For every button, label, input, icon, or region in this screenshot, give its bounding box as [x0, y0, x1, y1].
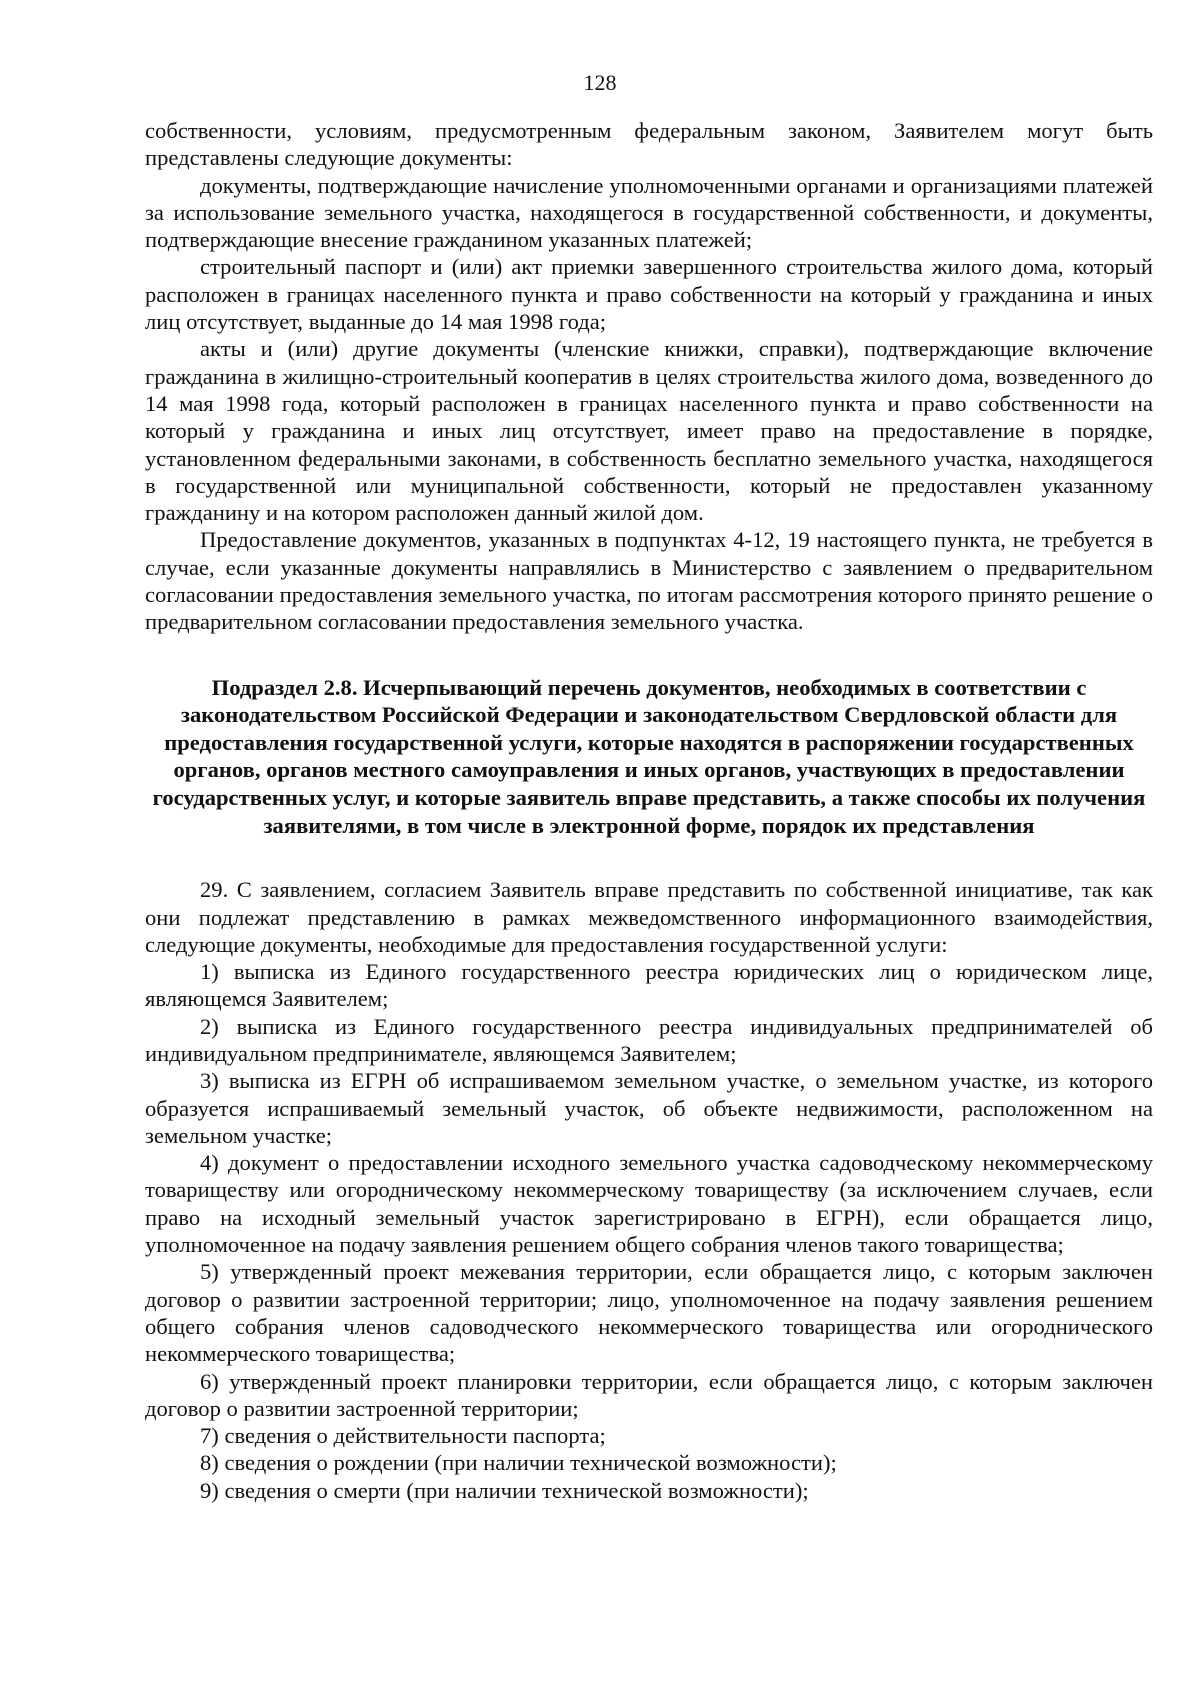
paragraph: собственности, условиям, предусмотренным федеральным законом, Заявителем могут быть представлены следующие документы:: [145, 118, 1153, 171]
paragraph: документы, подтверждающие начисление уполномоченными органами и организациями платежей за использование земельного участка, находящегося в государственной собственности, и документы, подтверждающие внесение гражданином указанных платежей;: [145, 172, 1153, 253]
document-body: [145, 117, 1153, 1504]
list-item: 4) документ о предоставлении исходного земельного участка садоводческому некоммерческому товариществу или огородническому некоммерческому товариществу (за исключением случаев, если право на исходный земельный участок зарегистрировано в ЕГРН), если обращается лицо, уполномоченное на подачу заявления решением общего собрания членов такого товарищества;: [145, 1150, 1153, 1258]
paragraph: строительный паспорт и (или) акт приемки завершенного строительства жилого дома, который расположен в границах населенного пункта и право собственности на который у гражданина и иных лиц отсутствует, выданные до 14 мая 1998 года;: [145, 254, 1153, 335]
list-item: 2) выписка из Единого государственного реестра индивидуальных предпринимателей об индивидуальном предпринимателе, являющемся Заявителем;: [145, 1013, 1153, 1066]
list-item: 1) выписка из Единого государственного реестра юридических лиц о юридическом лице, являющемся Заявителем;: [145, 959, 1153, 1012]
paragraph: акты и (или) другие документы (членские книжки, справки), подтверждающие включение гражданина в жилищно-строительный кооператив в целях строительства жилого дома, возведенного до 14 мая 1998 года, который расположен в границах населенного пункта и право собственности на который у гражданина и иных лиц отсутствует, имеет право на предоставление в порядке, установленном федеральными законами, в собственность бесплатно земельного участка, находящегося в государственной или муниципальной собственности, который не предоставлен указанному гражданину и на котором расположен данный жилой дом.: [145, 336, 1153, 526]
list-item: 7) сведения о действительности паспорта;: [200, 1423, 606, 1449]
list-item: 5) утвержденный проект межевания территории, если обращается лицо, с которым заключен договор о развитии застроенной территории; лицо, уполномоченное на подачу заявления решением общего собрания членов садоводческого некоммерческого товарищества или огороднического некоммерческого товарищества;: [145, 1259, 1153, 1367]
list-item: 8) сведения о рождении (при наличии технической возможности);: [200, 1450, 837, 1476]
paragraph: Предоставление документов, указанных в подпунктах 4-12, 19 настоящего пункта, не требуется в случае, если указанные документы направлялись в Министерство с заявлением о предварительном согласовании предоставления земельного участка, по итогам рассмотрения которого принято решение о предварительном согласовании предоставления земельного участка.: [145, 527, 1153, 635]
page-number: 128: [583, 70, 617, 95]
section-heading: Подраздел 2.8. Исчерпывающий перечень документов, необходимых в соответствии с законодательством Российской Федерации и законодательством Свердловской области для предоставления государственной услуги, которые находятся в распоряжении государственных органов, органов местного самоуправления и иных органов, участвующих в предоставлении государственных услуг, и которые заявитель вправе представить, а также способы их получения заявителями, в том числе в электронной форме, порядок их представления: [152, 674, 1146, 838]
paragraph: 29. С заявлением, согласием Заявитель вправе представить по собственной инициативе, так как они подлежат представлению в рамках межведомственного информационного взаимодействия, следующие документы, необходимые для предоставления государственной услуги:: [145, 877, 1153, 957]
list-item: 9) сведения о смерти (при наличии технической возможности);: [200, 1477, 809, 1503]
list-item: 6) утвержденный проект планировки территории, если обращается лицо, с которым заключен договор о развитии застроенной территории;: [145, 1368, 1153, 1421]
list-item: 3) выписка из ЕГРН об испрашиваемом земельном участке, о земельном участке, из которого образуется испрашиваемый земельный участок, об объекте недвижимости, расположенном на земельном участке;: [145, 1068, 1153, 1148]
